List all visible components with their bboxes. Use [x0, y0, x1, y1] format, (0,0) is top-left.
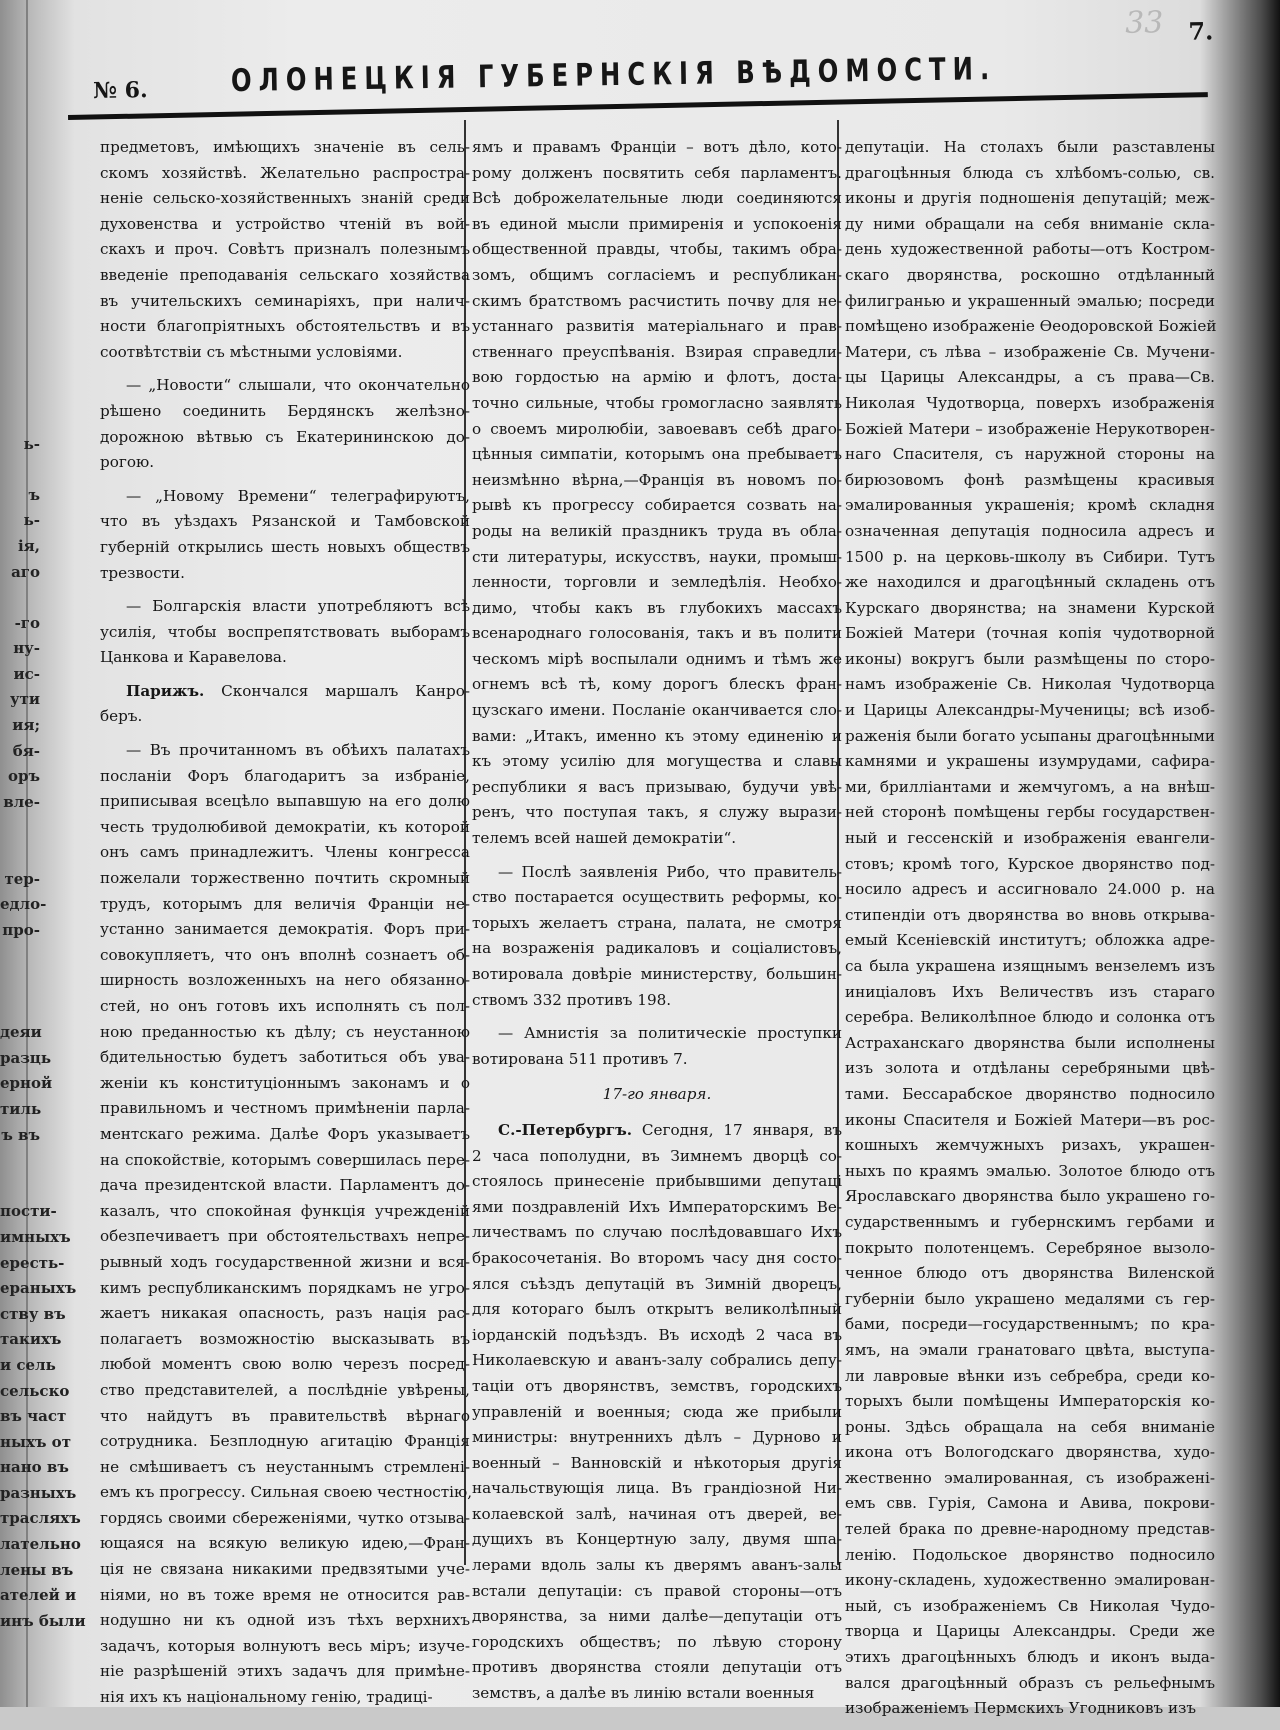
previous-page-fragment — [0, 227, 40, 253]
text-line: цы Царицы Александры, а съ права—Св. — [845, 368, 1215, 387]
text-line: ственнаго преуспѣванія. Взирая справедли- — [472, 342, 842, 361]
text-line: означенная депутація подносила адресъ и — [845, 521, 1215, 540]
text-line: предметовъ, имѣющихъ значеніе въ сель- — [100, 138, 470, 156]
text-line: іорданскій подъѣздъ. Въ исходѣ 2 часа въ — [472, 1325, 842, 1344]
previous-page-fragment: разныхъ — [0, 1483, 77, 1502]
previous-page-fragment: -го — [14, 613, 40, 632]
previous-page-fragment: ерной — [0, 1074, 53, 1093]
previous-page-fragment: разць — [0, 1048, 52, 1067]
previous-page-fragment — [0, 943, 40, 969]
previous-page-fragment: ераныхъ — [0, 1279, 77, 1298]
text-line: филигранью и украшенный эмалью; посреди — [845, 291, 1215, 310]
text-line: соотвѣтствіи съ мѣстными условіями. — [100, 342, 403, 361]
text-line: день художественной работы—отъ Костром- — [845, 240, 1215, 259]
text-line: посланіи Форъ благодаритъ за избраніе, — [100, 766, 470, 785]
text-line: — Болгарскія власти употребляютъ всѣ — [126, 597, 470, 616]
article-paragraph — [100, 484, 470, 586]
previous-page-fragment — [0, 585, 40, 611]
text-line: дорожною вѣтвью съ Екатерининскою до- — [100, 427, 470, 446]
text-line: Всѣ доброжелательные люди соединяются — [472, 189, 842, 208]
text-line: телей брака по древне-народному представ- — [845, 1520, 1215, 1539]
text-line: неніе сельско-хозяйственныхъ знаній среди — [100, 189, 470, 208]
text-line: цузскаго имени. Посланіе оканчивается сло- — [472, 701, 842, 720]
previous-page-fragment: ныхъ от — [0, 1432, 71, 1451]
article-paragraph — [845, 135, 1215, 1722]
text-line: эмалированныя украшенія; кромѣ складня — [845, 496, 1215, 515]
text-line: кошныхъ жемчужныхъ ризахъ, украшен- — [845, 1136, 1215, 1155]
handwritten-page-mark: 33 — [1124, 5, 1164, 41]
previous-page-fragment — [0, 841, 40, 867]
text-line: всенароднаго голосованія, такъ и въ полити — [472, 624, 842, 643]
text-line: Божіей Матери (точная копія чудотворной — [845, 624, 1215, 643]
text-line: Николаевскую и аванъ-залу собрались депу- — [472, 1351, 842, 1370]
previous-page-fragment: ересть- — [0, 1253, 65, 1272]
text-line: ленности, торговли и земледѣлія. Необхо- — [472, 573, 842, 592]
previous-page-fragment — [0, 380, 40, 406]
text-line: стоялось принесеніе прибывшими депутаці — [472, 1172, 842, 1191]
text-line: задачъ, которыя волнуютъ весь міръ; изуче- — [100, 1636, 470, 1655]
text-line: камнями и украшены изумрудами, сафира- — [845, 752, 1215, 771]
text-line: ніями, но въ тоже время не относится рав- — [100, 1585, 470, 1604]
previous-page-fragment — [0, 1148, 40, 1174]
previous-page-fragment: деяи — [0, 1023, 42, 1042]
previous-page-fragment — [0, 329, 40, 355]
page-header — [90, 2, 1214, 110]
text-line: емъ къ прогрессу. Сильная своею честностію, — [100, 1483, 473, 1502]
text-line: — Послѣ заявленія Рибо, что правитель- — [498, 862, 842, 881]
previous-page-fragment: оръ — [8, 767, 40, 786]
previous-page-fragment — [0, 278, 40, 304]
text-line: покрыто полотенцемъ. Серебряное вызоло- — [845, 1238, 1215, 1257]
text-line: рогою. — [100, 453, 155, 472]
previous-page-fragment: лательно — [0, 1535, 81, 1554]
previous-page-fragment — [0, 176, 40, 202]
text-line: нія ихъ къ національному генію, традиці- — [100, 1688, 433, 1707]
text-line: С.-Петербургъ. Сегодня, 17 января, въ — [498, 1120, 842, 1139]
text-line: на спокойствіе, которымъ совершилась пере- — [100, 1150, 470, 1169]
text-line: Матери, съ лѣва – изображеніе Св. Мучени- — [845, 342, 1215, 361]
page-number: 7. — [1188, 16, 1214, 46]
text-line: что найдутъ въ правительствѣ вѣрнаго — [100, 1406, 470, 1425]
text-line: раженія были богато усыпаны драгоцѣнными — [845, 726, 1215, 745]
text-line: носило адресъ и ассигновало 24.000 р. на — [845, 880, 1215, 899]
text-line: зомъ, общимъ согласіемъ и республикан- — [472, 265, 842, 284]
text-line: емъ свв. Гурія, Самона и Авива, покрови- — [845, 1494, 1215, 1513]
previous-page-fragment: ъ въ — [1, 1125, 40, 1144]
article-paragraph — [472, 1021, 842, 1072]
text-line: иконы) вокругъ были размѣщены по сторо- — [845, 649, 1215, 668]
text-line: личествамъ по случаю послѣдовавшаго Ихъ — [472, 1223, 842, 1242]
text-line: ямъ, на эмали гранатоваго цвѣта, выступа- — [845, 1340, 1215, 1359]
text-line: рому долженъ посвятить себя парламентъ. — [472, 163, 842, 182]
newspaper-title: ОЛОНЕЦКІЯ ГУБЕРНСКІЯ ВѢДОМОСТИ. — [230, 51, 997, 100]
previous-page-fragment — [0, 1174, 40, 1200]
text-line: ленію. Подольское дворянство подносило — [845, 1545, 1215, 1564]
text-line: дущихъ въ Концертную залу, двумя шпа- — [472, 1530, 842, 1549]
text-line: телемъ всей нашей демократіи“. — [472, 829, 737, 848]
text-line: ями поздравленій Ихъ Императорскимъ Ве- — [472, 1197, 842, 1216]
previous-page-fragment: аго — [11, 562, 40, 581]
text-line: ство представителей, а послѣдніе увѣрены, — [100, 1380, 470, 1399]
text-line: онъ самъ принадлежитъ. Члены конгресса — [100, 843, 470, 862]
text-line: полагаетъ возможностію высказывать въ — [100, 1329, 470, 1348]
text-line: точно сильные, чтобы громогласно заявлять — [472, 393, 842, 412]
article-paragraph — [472, 135, 842, 852]
text-line: торыхъ желаетъ страна, палата, не смотря — [472, 913, 842, 932]
dateline: 17-го января. — [602, 1085, 712, 1104]
previous-page-fragment: въ част — [0, 1407, 67, 1426]
text-line: что въ уѣздахъ Рязанской и Тамбовской — [100, 512, 470, 531]
text-line: рѣшено соединить Бердянскъ желѣзно- — [100, 401, 470, 420]
text-line: ду ними обращали на себя вниманіе скла- — [845, 214, 1215, 233]
text-line: бами, посреди—государственнымъ; по кра- — [845, 1315, 1215, 1334]
text-line: са была украшена изящнымъ вензелемъ изъ — [845, 957, 1215, 975]
column-3 — [845, 135, 1215, 1730]
text-line: этихъ драгоцѣнныхъ блюдъ и иконъ выда- — [845, 1648, 1215, 1667]
previous-page-fragment: лены въ — [0, 1560, 74, 1579]
text-line: ческомъ мірѣ воспылали однимъ и тѣмъ же — [472, 649, 842, 668]
text-line: Парижъ. Скончался маршалъ Канро- — [126, 681, 470, 700]
text-line: же находился и драгоцѣнный складень отъ — [845, 573, 1215, 592]
text-line: беръ. — [100, 707, 143, 726]
text-line: для котораго былъ открытъ великолѣпный — [472, 1300, 842, 1319]
text-line: вотировала довѣріе министерству, большин- — [472, 965, 842, 983]
text-line: ною преданностью къ дѣлу; съ неустанною — [100, 1022, 470, 1041]
text-line: Божіей Матери – изображеніе Нерукотворен- — [845, 419, 1215, 438]
text-line: ялся съѣздъ депутацій въ Зимній дворецъ, — [472, 1274, 842, 1293]
text-line: роны. Здѣсь обращала на себя вниманіе — [845, 1417, 1215, 1436]
text-line: икона отъ Вологодскаго дворянства, худо- — [845, 1443, 1215, 1462]
previous-page-fragment: про- — [2, 920, 40, 939]
text-line: управленій и военныя; сюда же прибыли — [472, 1402, 842, 1421]
previous-page-fragment: и сель — [0, 1355, 56, 1374]
previous-page-fragment: сельско — [0, 1381, 70, 1400]
text-line: введеніе преподаванія сельскаго хозяйства — [100, 265, 470, 284]
text-line: губерніи было украшено медалями съ гер- — [845, 1289, 1215, 1308]
text-line: обезпечиваетъ при обстоятельствахъ непре- — [100, 1227, 470, 1246]
text-line: — „Новости“ слышали, что окончательно — [126, 376, 470, 395]
text-line: тами. Бессарабское дворянство подносило — [845, 1084, 1215, 1103]
text-line: казалъ, что спокойная функція учрежденій — [100, 1201, 470, 1220]
text-line: устаннаго развитія матеріальнаго и прав- — [472, 317, 842, 336]
text-line: устанно занимается демократія. Форъ при- — [100, 920, 470, 939]
text-line: правильномъ и честномъ примѣненіи парла- — [100, 1099, 470, 1118]
text-line: цѣнныя симпатіи, которымъ она пребываетъ — [472, 445, 842, 464]
text-line: иконы и другія подношенія депутацій; меж- — [845, 189, 1215, 208]
text-line: лерами вдоль залы къ дверямъ аванъ-залы — [472, 1556, 842, 1575]
column-2 — [472, 135, 842, 1715]
previous-page-fragment — [0, 406, 40, 432]
text-line: встали депутаціи: съ правой стороны—отъ — [472, 1581, 842, 1600]
text-line: Астраханскаго дворянства были исполнены — [845, 1033, 1215, 1052]
text-line: бирюзовомъ фонѣ размѣщены красивыя — [845, 470, 1215, 489]
text-line: усилія, чтобы воспрепятствовать выборамъ — [100, 622, 470, 641]
previous-page-fragment: ъ — [28, 485, 40, 504]
previous-page-fragment: ія, — [17, 536, 40, 555]
column-1 — [100, 135, 473, 1719]
text-line: пожелали торжественно почтить скромный — [100, 869, 470, 888]
text-line: ми, брилліантами и жемчугомъ, а на внѣш- — [845, 777, 1215, 796]
text-line: скаго дворянства, роскошно отдѣланный — [845, 265, 1215, 284]
text-line: бдительностью будетъ заботиться объ ува- — [100, 1048, 470, 1067]
text-line: ментскаго режима. Далѣе Форъ указываетъ — [100, 1124, 470, 1143]
previous-page-fragment: ь- — [23, 434, 40, 453]
text-line: на возраженія радикаловъ и соціалистовъ, — [472, 939, 842, 958]
previous-page-fragment: ути — [9, 690, 40, 709]
text-line: городскихъ обществъ; по лѣвую сторону — [472, 1632, 842, 1651]
text-line: емый Ксеніевскій институтъ; обложка адре- — [845, 931, 1215, 950]
previous-page-fragment: нано въ — [0, 1458, 69, 1477]
article-paragraph — [100, 679, 470, 730]
text-line: любой моментъ свою волю черезъ посред- — [100, 1355, 470, 1374]
text-line: и Царицы Александры-Мученицы; всѣ изоб- — [845, 701, 1215, 720]
previous-page-fragment: бя- — [12, 741, 40, 760]
text-line: въ единой мысли примиренія и успокоенія — [472, 214, 842, 233]
text-line: вался драгоцѣнный образъ съ рельефнымъ — [845, 1673, 1215, 1692]
article-paragraph — [100, 135, 470, 365]
previous-page-fragment — [0, 969, 40, 995]
text-line: торыхъ были помѣщены Императорскія ко- — [845, 1392, 1215, 1411]
text-line: наго Спасителя, съ наружной стороны на — [845, 445, 1215, 464]
text-line: земствъ, а далѣе въ линію встали военныя — [472, 1684, 815, 1703]
text-line: трезвости. — [100, 563, 185, 582]
text-line: Ярославскаго дворянства было украшено го- — [845, 1187, 1215, 1206]
text-line: ямъ и правамъ Франціи – вотъ дѣло, кото- — [472, 138, 842, 156]
text-line: скимъ братствомъ расчистить почву для не- — [472, 291, 842, 310]
previous-page-fragment: вле- — [3, 792, 40, 811]
text-line: неизмѣнно вѣрна,—Франція въ новомъ по- — [472, 470, 842, 489]
text-line: честь трудолюбивой демократіи, къ которой — [100, 817, 470, 836]
previous-page-fragment: инъ были — [0, 1611, 86, 1630]
text-line: приписывая всецѣло выпавшую на его долю — [100, 792, 470, 811]
text-line: сударственнымъ и губернскимъ гербами и — [845, 1212, 1215, 1231]
issue-number: № 6. — [92, 77, 148, 104]
text-line: ствомъ 332 противъ 198. — [472, 990, 672, 1009]
text-line: республики я васъ призываю, будучи увѣ- — [472, 777, 842, 796]
previous-page-edge-fragments — [0, 150, 86, 1630]
text-line: ніе разрѣшеній этихъ задачъ для примѣне- — [100, 1662, 470, 1681]
text-line: въ учительскихъ семинаріяхъ, при налич- — [100, 291, 470, 310]
text-line: помѣщено изображеніе Ѳеодоровской Божіей — [845, 317, 1217, 336]
text-line: рывѣ къ прогрессу собирается созвать на- — [472, 496, 842, 515]
previous-page-fragment: тер- — [4, 869, 40, 888]
text-line: кимъ республиканскимъ порядкамъ не угро- — [100, 1278, 470, 1297]
text-line: ренъ, что поступая такъ, я служу вырази- — [472, 803, 842, 822]
place-heading: Парижъ. — [126, 681, 205, 700]
previous-page-fragment: ству въ — [0, 1304, 66, 1323]
article-paragraph — [100, 373, 470, 475]
text-line: начальствующія лица. Въ грандіозной Ни- — [472, 1479, 842, 1498]
previous-page-fragment — [0, 304, 40, 330]
previous-page-fragment: ну- — [13, 639, 40, 658]
text-line: изображеніемъ Пермскихъ Угодниковъ изъ — [845, 1699, 1197, 1718]
text-line: депутаціи. На столахъ были разставлены — [845, 138, 1215, 156]
text-line: иконы Спасителя и Божіей Матери—въ рос- — [845, 1110, 1215, 1129]
article-paragraph — [472, 860, 842, 1014]
text-line: огнемъ всѣ тѣ, кому дорогъ блескъ фран- — [472, 675, 842, 694]
text-line: нодушно ни къ одной изъ тѣхъ верхнихъ — [100, 1611, 470, 1630]
text-line: вотирована 511 противъ 7. — [472, 1049, 688, 1068]
text-line: къ этому усилію для могущества и славы — [472, 752, 842, 771]
text-line: ющаяся на всякую великую идею,—Фран- — [100, 1534, 470, 1553]
previous-page-fragment — [0, 815, 40, 841]
text-line: ныхъ по краямъ эмалью. Золотое блюдо отъ — [845, 1161, 1215, 1180]
previous-page-fragment — [0, 995, 40, 1021]
text-line: губерній открылись шесть новыхъ обществъ — [100, 537, 470, 556]
text-line: 2 часа пополудни, въ Зимнемъ дворцѣ со- — [472, 1146, 842, 1165]
text-line: Курскаго дворянства; на знамени Курской — [845, 598, 1215, 617]
text-line: вою гордостью на армію и флотъ, доста- — [472, 368, 842, 387]
text-line: творца и Царицы Александры. Среди же — [845, 1622, 1215, 1641]
text-line: о своемъ миролюбіи, завоевавъ себѣ драго- — [472, 419, 842, 438]
previous-page-fragment: тиль — [0, 1099, 42, 1118]
text-line: драгоцѣнныя блюда съ хлѣбомъ-солью, св. — [845, 163, 1215, 182]
text-line: не смѣшиваетъ съ неустаннымъ стремлені- — [100, 1457, 470, 1476]
text-line: ченное блюдо отъ дворянства Виленской — [845, 1264, 1215, 1283]
text-line: сти литературы, искусствъ, науки, промыш- — [472, 547, 842, 566]
text-line: сотрудника. Безплодную агитацію Франція — [100, 1432, 470, 1451]
text-line: ней сторонѣ помѣщены гербы государствен- — [845, 803, 1215, 822]
article-paragraph — [100, 594, 470, 671]
text-line: рывный ходъ государственной жизни и вся- — [100, 1252, 470, 1271]
text-line: Цанкова и Каравелова. — [100, 648, 287, 667]
text-line: духовенства и устройство чтеній въ вой- — [100, 214, 470, 233]
text-line: — „Новому Времени“ телеграфируютъ, — [126, 486, 470, 505]
text-line: общественной правды, чтобы, такимъ обра- — [472, 240, 842, 259]
previous-page-fragment: ия; — [12, 716, 40, 735]
text-line: роды на великій праздникъ труда въ обла- — [472, 521, 842, 540]
text-line: военный – Ванновскій и нѣкоторыя другія — [472, 1453, 842, 1472]
text-line: гордясь своими сбереженіями, чутко отзыва- — [100, 1508, 470, 1527]
text-line: женіи къ конституціоннымъ законамъ и о — [100, 1073, 470, 1092]
text-line: Николая Чудотворца, поверхъ изображенія — [845, 393, 1215, 412]
text-line: дворянства, за ними далѣе—депутаціи отъ — [472, 1607, 842, 1626]
text-line: димо, чтобы какъ въ глубокихъ массахъ — [472, 598, 842, 617]
text-line: — Въ прочитанномъ въ обѣихъ палатахъ — [126, 741, 470, 760]
previous-page-fragment — [0, 150, 40, 176]
text-line: ности благопріятныхъ обстоятельствъ и въ — [100, 317, 470, 336]
text-line: совокупляетъ, что онъ вполнѣ сознаетъ об- — [100, 945, 470, 964]
previous-page-fragment: такихъ — [0, 1330, 62, 1349]
previous-page-fragment — [0, 201, 40, 227]
previous-page-fragment: имныхъ — [0, 1227, 71, 1246]
text-line: серебра. Великолѣпное блюдо и солонка отъ — [845, 1008, 1215, 1027]
previous-page-fragment: ь- — [23, 511, 40, 530]
previous-page-fragment: ателей и — [0, 1586, 77, 1605]
text-line: бракосочетанія. Во второмъ часу дня состо- — [472, 1248, 842, 1267]
text-line: противъ дворянства стояли депутаціи отъ — [472, 1658, 842, 1677]
text-line: министры: внутреннихъ дѣлъ – Дурново и — [472, 1428, 842, 1447]
text-line: изъ золота и отдѣланы серебряными цвѣ- — [845, 1059, 1215, 1078]
previous-page-fragment — [0, 252, 40, 278]
previous-page-fragment: едло- — [0, 895, 47, 914]
text-line: вами: „Итакъ, именно къ этому единенію и — [472, 726, 842, 745]
text-line: ширность возложенныхъ на него обязанно- — [100, 971, 470, 990]
text-line: намъ изображеніе Св. Николая Чудотворца — [845, 675, 1215, 694]
text-line: стипендіи отъ дворянства во вновь открыва- — [845, 905, 1215, 924]
place-heading: С.-Петербургъ. — [498, 1120, 633, 1139]
previous-page-fragment: трасляхъ — [0, 1509, 81, 1528]
text-line: колаевской залѣ, начиная отъ дверей, ве- — [472, 1504, 842, 1523]
text-line: жаетъ никакая опасность, разъ нація рас- — [100, 1304, 470, 1323]
text-line: трудъ, которымъ для величія Франціи не- — [100, 894, 470, 913]
text-line: таціи отъ дворянствъ, земствъ, городскихъ — [472, 1376, 842, 1395]
text-line: скахъ и проч. Совѣтъ призналъ полезнымъ — [100, 240, 470, 259]
article-paragraph — [472, 1118, 842, 1707]
text-line: иниціаловъ Ихъ Величествъ изъ стараго — [845, 982, 1215, 1001]
text-line: ный и гессенскій и изображенія евангели- — [845, 829, 1215, 848]
text-line: ли лавровые вѣнки изъ себребра, среди ко- — [845, 1366, 1215, 1385]
previous-page-fragment: пости- — [0, 1202, 57, 1221]
text-line: стей, но онъ готовъ ихъ исполнять съ пол- — [100, 997, 470, 1015]
text-line: жественно эмалированная, съ изображені- — [845, 1468, 1215, 1487]
text-line: икону-складень, художественно эмалирован- — [845, 1571, 1215, 1590]
text-line: скомъ хозяйствѣ. Желательно распростра- — [100, 163, 470, 182]
text-line: дача президентской власти. Парламентъ до- — [100, 1176, 470, 1195]
text-line: стовъ; кромѣ того, Курское дворянство под- — [845, 854, 1215, 873]
text-line: 1500 р. на церковь-школу въ Сибири. Тутъ — [845, 547, 1215, 566]
text-line: ство постарается осуществить реформы, ко- — [472, 888, 842, 907]
previous-page-fragment: ис- — [13, 664, 40, 683]
previous-page-fragment — [0, 457, 40, 483]
article-paragraph — [100, 738, 473, 1711]
text-line: ція не связана никакими предвзятыми уче- — [100, 1560, 470, 1579]
text-line: — Амнистія за политическіе проступки — [498, 1024, 842, 1043]
text-line: ный, съ изображеніемъ Св Николая Чудо- — [845, 1596, 1215, 1615]
previous-page-fragment — [0, 355, 40, 381]
